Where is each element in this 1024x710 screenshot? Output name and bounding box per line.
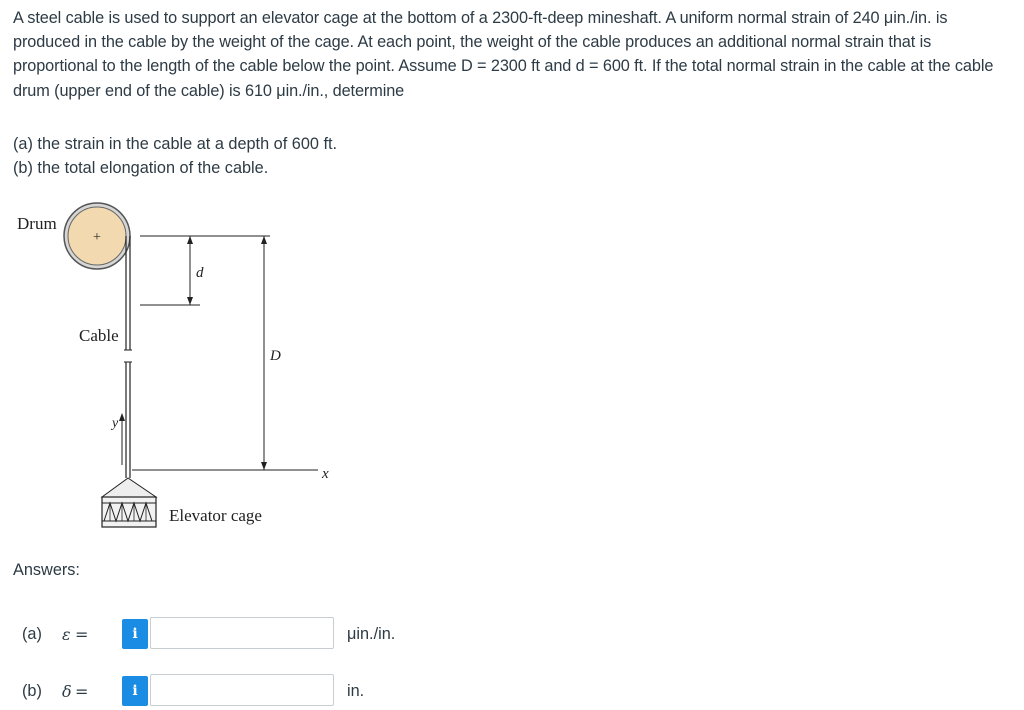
- y-label: y: [112, 416, 119, 431]
- cable-break: [124, 350, 132, 362]
- drum-label: Drum: [17, 214, 57, 233]
- answer-b-equals: =: [75, 682, 89, 701]
- answer-b-symbol: δ: [62, 682, 72, 701]
- part-a-text: (a) the strain in the cable at a depth of 600 ft.: [13, 135, 338, 153]
- problem-text: A steel cable is used to support an elevator cage at the bottom of a 2300-ft-deep mineshaft. A uniform normal strain of 240 μin./in. is produced in the cable by the weight of the cage. At each point, the weight of the cable produces an additional normal strain that is proportional to the length of the cable below the point. Assume D = 2300 ft and d = 600 ft. If the total normal strain in the cable at the cable drum (upper end of the cable) is 610 μin./in., determine: [13, 9, 994, 100]
- elevator-cable-diagram: [0, 195, 340, 540]
- part-b-text: (b) the total elongation of the cable.: [13, 159, 269, 177]
- problem-statement: [13, 6, 1013, 103]
- D-arrow-down-icon: [261, 462, 267, 470]
- y-arrow-icon: [119, 413, 125, 421]
- D-arrow-up-icon: [261, 236, 267, 244]
- answer-a-equals: =: [75, 625, 89, 644]
- answer-b-label: (b): [22, 682, 42, 700]
- x-label: x: [322, 466, 329, 482]
- answer-a-input[interactable]: [150, 617, 334, 649]
- elevator-cage-icon: [102, 478, 156, 527]
- D-label: D: [270, 348, 281, 364]
- info-icon[interactable]: i: [122, 676, 148, 706]
- answer-a-symbol: ε: [62, 625, 71, 644]
- cage-label: Elevator cage: [169, 506, 262, 525]
- d-label: d: [196, 265, 204, 281]
- answer-a-unit: μin./in.: [347, 625, 396, 643]
- answer-b-input[interactable]: [150, 674, 334, 706]
- answers-title: Answers:: [13, 561, 80, 579]
- d-arrow-up-icon: [187, 236, 193, 244]
- drum-center-mark: +: [93, 230, 101, 245]
- d-arrow-down-icon: [187, 297, 193, 305]
- info-icon[interactable]: i: [122, 619, 148, 649]
- answer-a-label: (a): [22, 625, 42, 643]
- problem-parts: [13, 132, 337, 180]
- answer-b-unit: in.: [347, 682, 365, 700]
- answer-row-a: [0, 617, 520, 653]
- answer-row-b: [0, 674, 520, 710]
- cable-label: Cable: [79, 326, 119, 345]
